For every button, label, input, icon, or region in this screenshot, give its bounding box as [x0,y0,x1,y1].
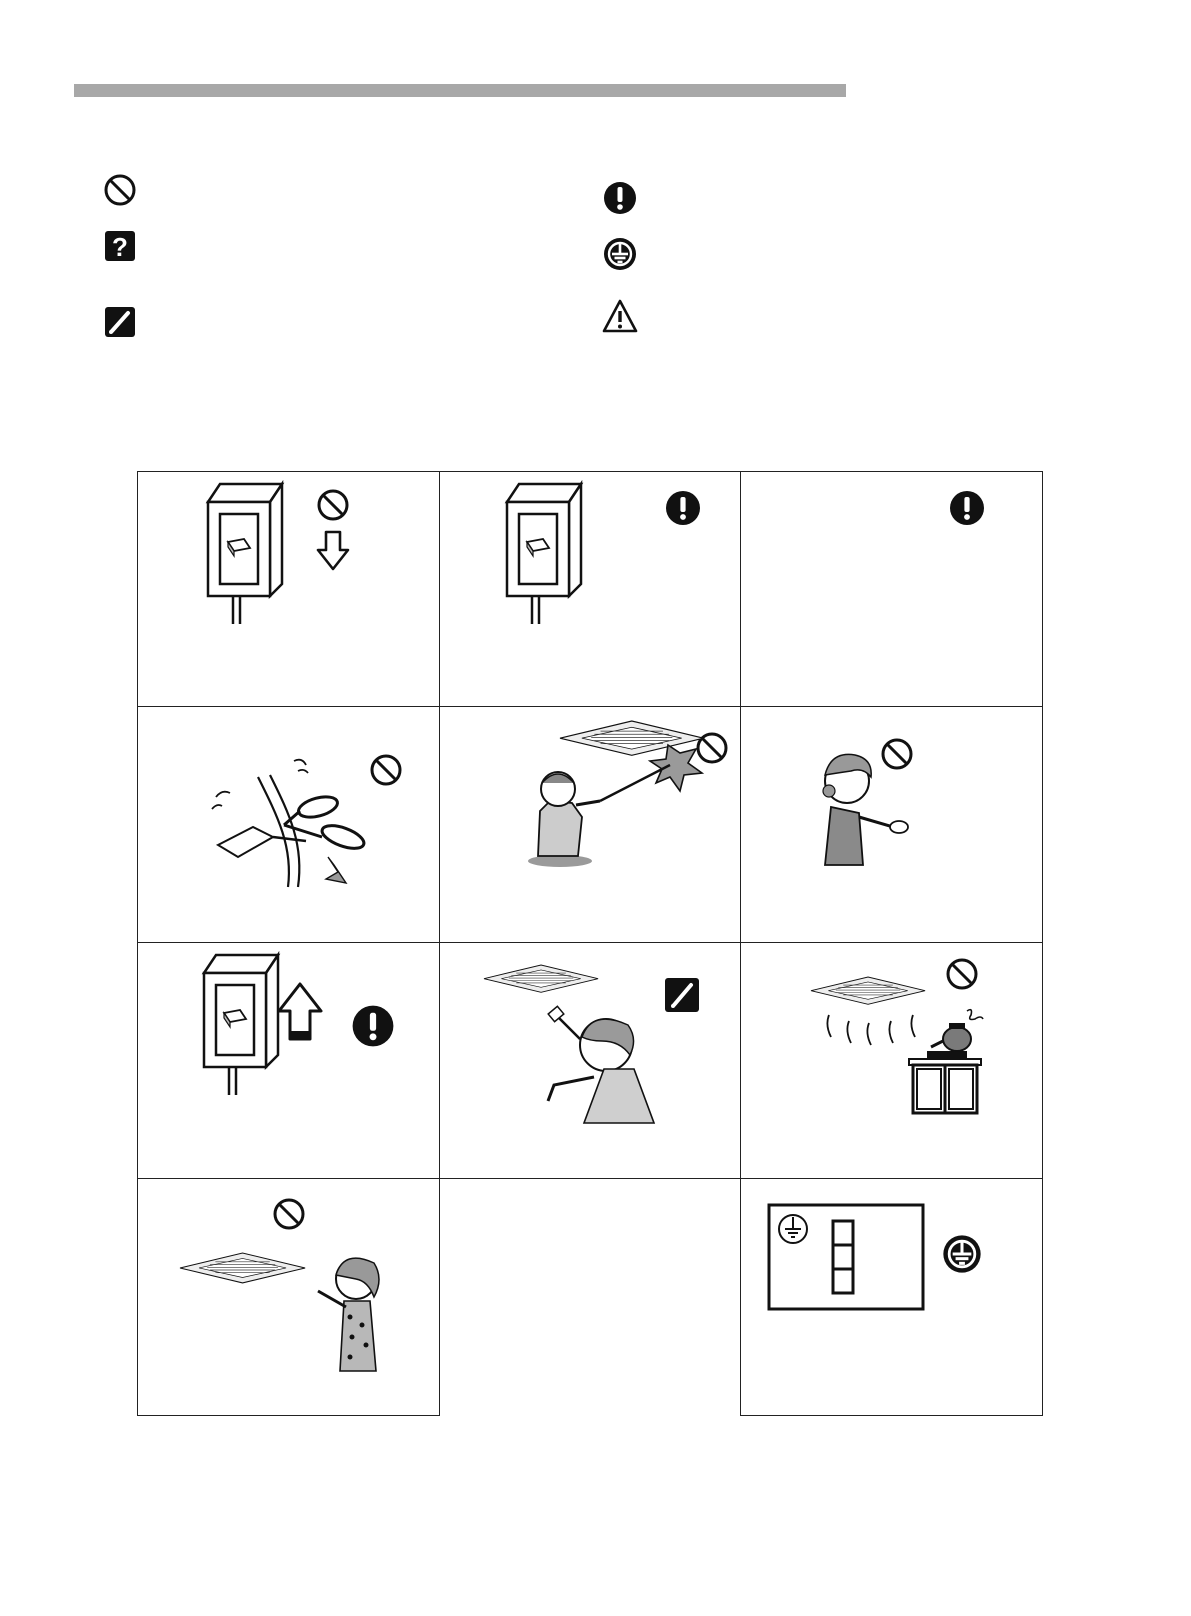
scissors-cutting-cord-icon [198,757,378,887]
cell-power-switch-off-prohibited [137,471,440,707]
legend-question-icon [102,228,138,264]
legend-warning-triangle-icon [602,298,638,334]
mandatory-icon [665,490,701,526]
kitchen-stove-kettle-icon [903,1001,993,1121]
mandatory-icon [949,490,985,526]
cell-no-damaging-cord [137,706,440,943]
arrow-up-icon [276,981,324,1043]
prohibition-icon [945,957,979,991]
cell-turn-power-on [137,942,440,1179]
cell-blank [439,1178,741,1415]
legend-instruction-icon [102,304,138,340]
ground-panel-icon [767,1203,925,1311]
cell-no-direct-airflow-exposure [137,1178,440,1416]
cell-have-professional-service [439,942,741,1179]
cell-no-poking-unit [439,706,741,943]
prohibition-icon [272,1197,306,1231]
prohibition-icon [316,488,350,522]
cell-no-use-near-kitchen [740,942,1043,1179]
arrow-down-icon [316,530,350,572]
power-switch-box-icon [507,484,587,629]
power-switch-box-icon [204,955,284,1100]
ground-icon [941,1233,983,1275]
legend-ground-icon [602,236,638,272]
legend-prohibition-icon [102,172,138,208]
woman-holding-item-icon [811,747,921,867]
cell-mandatory-notice [740,471,1043,707]
mandatory-icon [352,1005,394,1047]
header-bar [74,84,846,97]
child-poking-ceiling-unit-icon [520,721,720,871]
power-switch-box-icon [208,484,288,629]
person-servicing-ceiling-unit-icon [484,965,684,1125]
cell-grounding-required [740,1178,1043,1416]
svg-text:?: ? [112,232,128,262]
legend-mandatory-icon [602,180,638,216]
cell-power-switch-mandatory [439,471,741,707]
cell-no-touching-with-wet-hands [740,706,1043,943]
woman-under-ceiling-unit-icon [180,1245,400,1375]
